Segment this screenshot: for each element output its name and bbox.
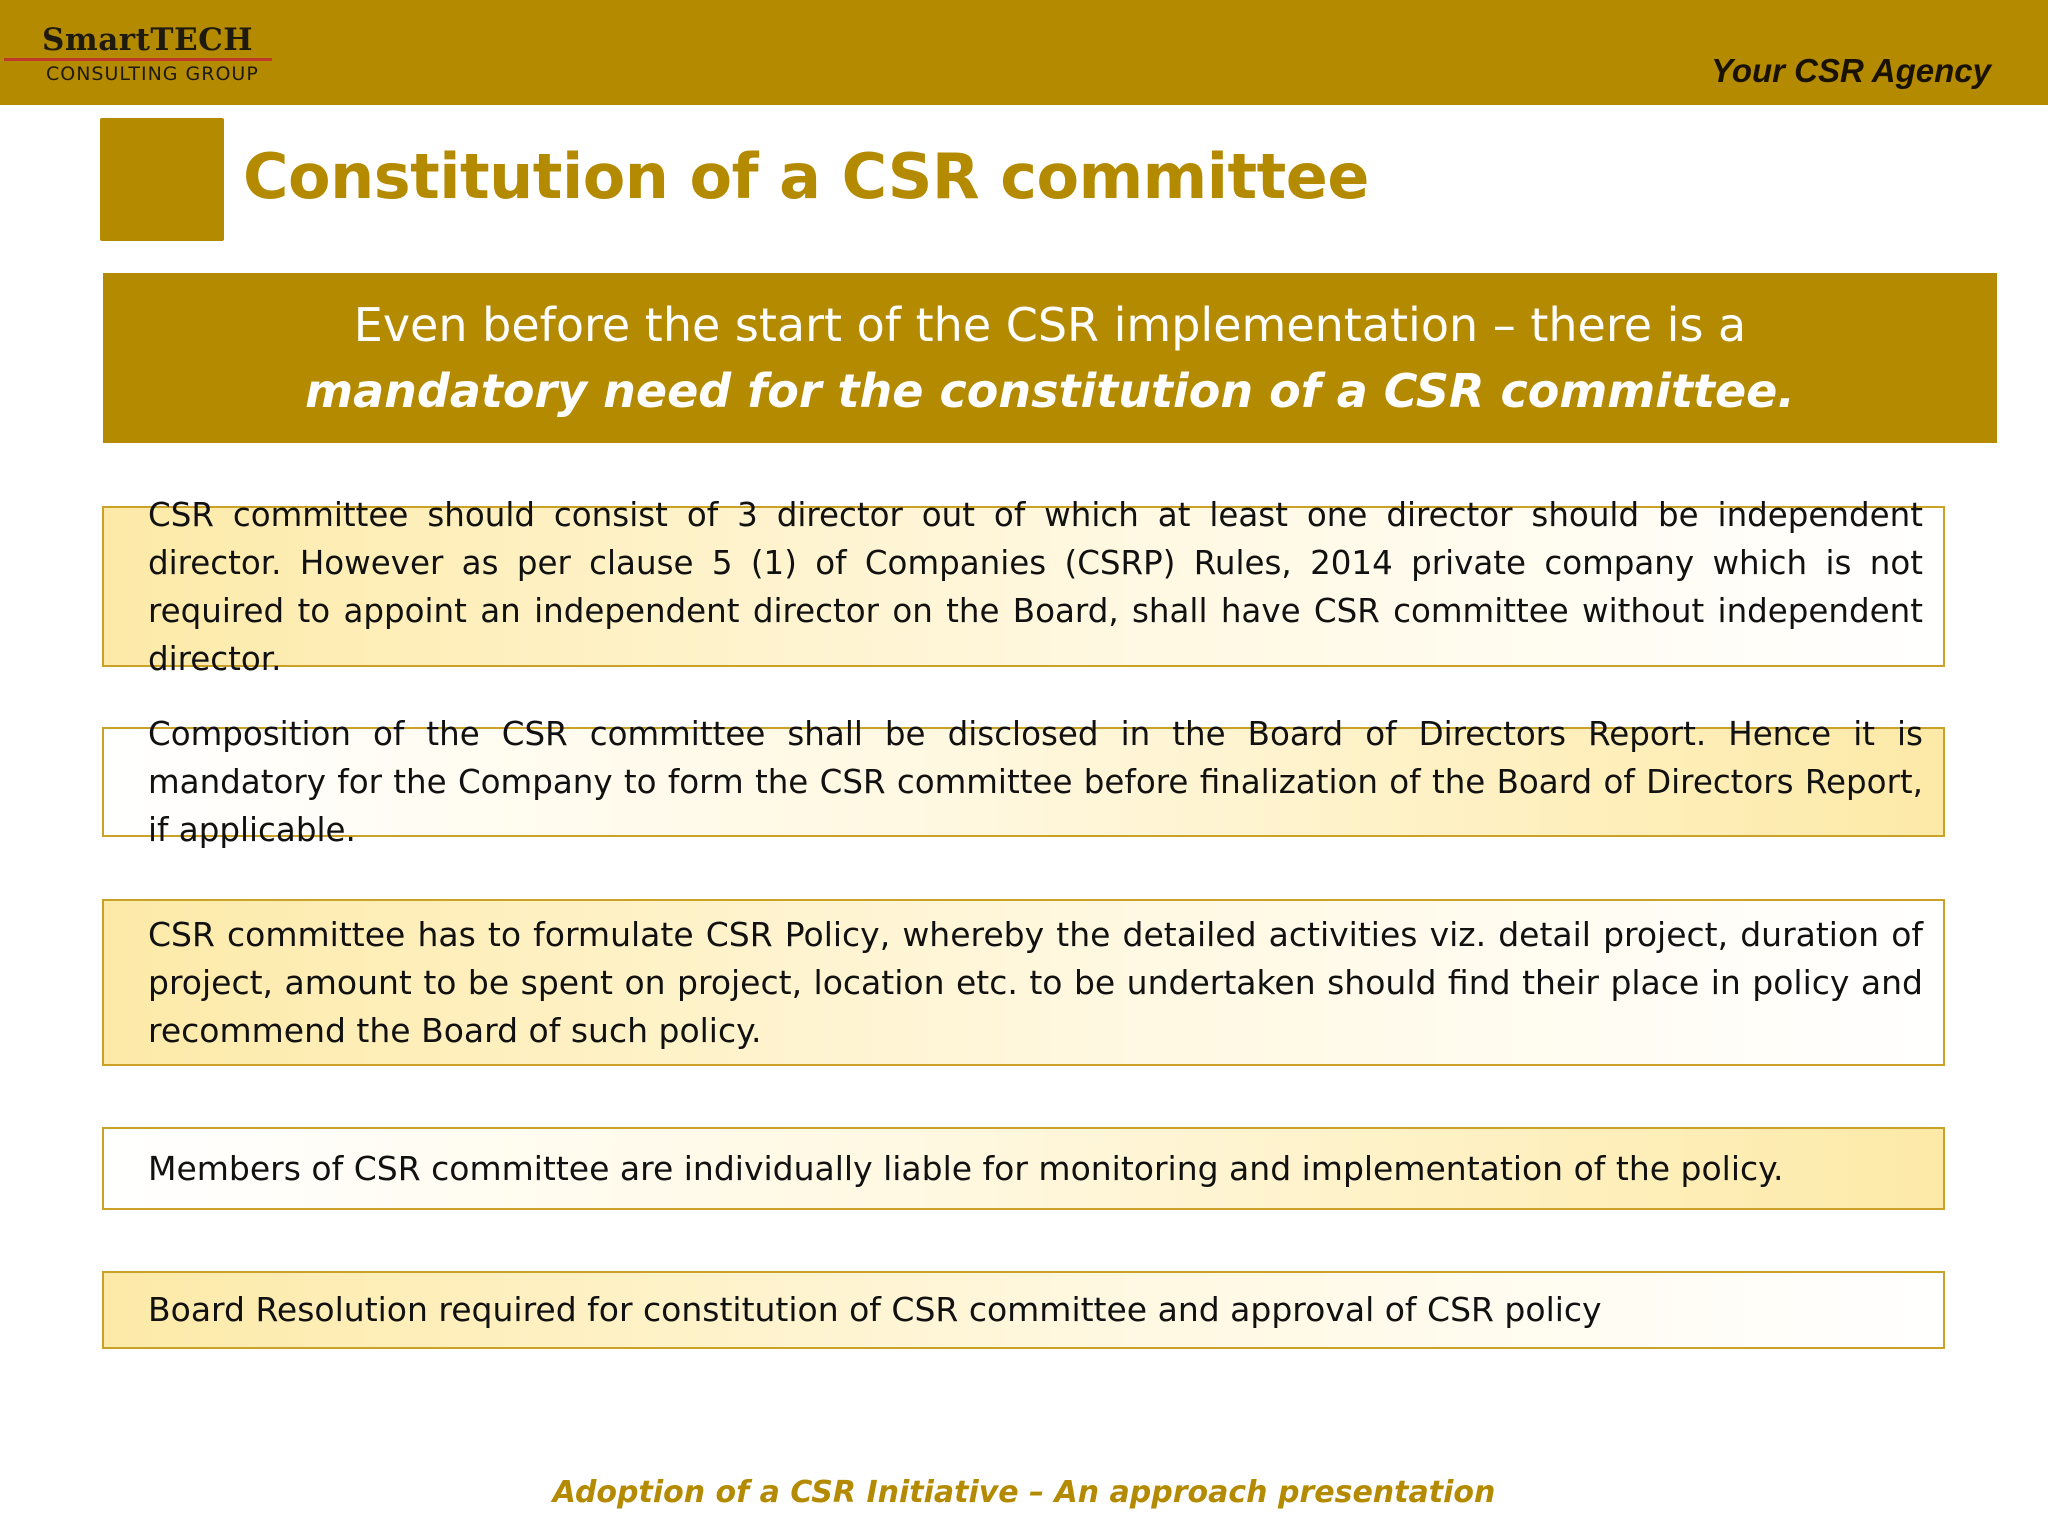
slide-title: Constitution of a CSR committee [243, 140, 1369, 213]
title-accent-square [100, 118, 224, 241]
header-bar [0, 0, 2048, 105]
header-tagline: Your CSR Agency [1711, 52, 1991, 89]
logo-underline [4, 58, 272, 61]
company-logo [0, 18, 290, 93]
point-text-1: CSR committee should consist of 3 director out of which at least one director should be independent director. However as per clause 5 (1) of Companies (CSRP) Rules, 2014 private company which is not required to appoint an independent director on the Board, shall have CSR committee without independent director. [148, 495, 1923, 678]
point-box-2 [102, 715, 1945, 849]
point-text-2: Composition of the CSR committee shall be disclosed in the Board of Directors Report. Hence it is mandatory for the Company to form the CSR committee before finalization of the Board of Directors Report, if applicable. [148, 715, 1923, 849]
banner-line-1: Even before the start of the CSR implementation – there is a [353, 298, 1747, 352]
key-message-banner [103, 273, 1997, 443]
point-text-5: Board Resolution required for constitution of CSR committee and approval of CSR policy [148, 1290, 1602, 1329]
point-box-4 [102, 1127, 1945, 1210]
point-box-5 [102, 1271, 1945, 1349]
point-box-1 [102, 495, 1945, 678]
slide-footer: Adoption of a CSR Initiative – An approach presentation [552, 1475, 1496, 1510]
logo-sub-text: CONSULTING GROUP [46, 63, 259, 85]
point-text-4: Members of CSR committee are individually liable for monitoring and implementation of the policy. [148, 1148, 1784, 1188]
point-box-3 [102, 899, 1945, 1066]
banner-line-2: mandatory need for the constitution of a CSR committee. [305, 364, 1795, 418]
logo-main-text: SmartTECH [42, 22, 254, 58]
point-text-3: CSR committee has to formulate CSR Policy, whereby the detailed activities viz. detail project, duration of project, amount to be spent on project, location etc. to be undertaken should find their place in policy and recommend the Board of such policy. [148, 914, 1923, 1050]
